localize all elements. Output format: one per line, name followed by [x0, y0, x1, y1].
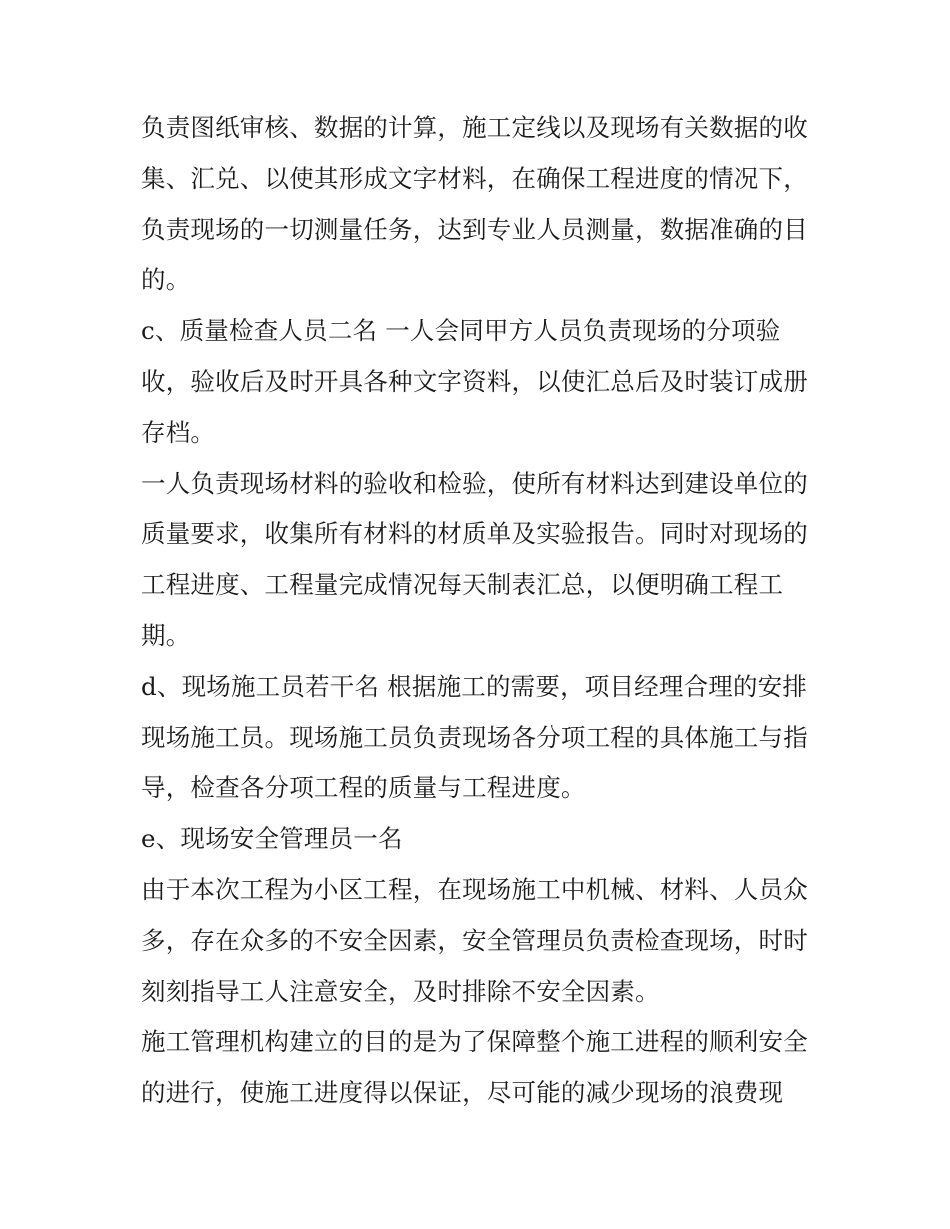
text-line: 导，检查各分项工程的质量与工程进度。	[141, 773, 586, 803]
text-line: 质量要求，收集所有材料的材质单及实验报告。同时对现场的	[141, 519, 808, 549]
document-body	[141, 103, 821, 1119]
text-line: 刻刻指导工人注意安全，及时排除不安全因素。	[141, 976, 660, 1006]
text-line: 施工管理机构建立的目的是为了保障整个施工进程的顺利安全	[141, 1027, 808, 1057]
text-line: 的进行，使施工进度得以保证，尽可能的减少现场的浪费现	[141, 1078, 784, 1108]
text-line: 现场施工员。现场施工员负责现场各分项工程的具体施工与指	[141, 722, 808, 752]
text-line: 负责现场的一切测量任务，达到专业人员测量，数据准确的目	[141, 214, 808, 244]
text-line: 的。	[141, 265, 191, 295]
text-line: 一人负责现场材料的验收和检验，使所有材料达到建设单位的	[141, 468, 808, 498]
text-line: 存档。	[141, 417, 216, 447]
text-line: 负责图纸审核、数据的计算，施工定线以及现场有关数据的收	[141, 113, 808, 142]
text-line: e、现场安全管理员一名	[141, 824, 403, 854]
text-line: 收，验收后及时开具各种文字资料，以使汇总后及时装订成册	[141, 366, 808, 396]
text-line: c、质量检查人员二名 一人会同甲方人员负责现场的分项验	[141, 316, 781, 346]
text-line: d、现场施工员若干名 根据施工的需要，项目经理合理的安排	[141, 671, 808, 701]
text-line: 工程进度、工程量完成情况每天制表汇总，以便明确工程工	[141, 570, 784, 600]
text-line: 期。	[141, 620, 191, 650]
text-line: 由于本次工程为小区工程，在现场施工中机械、材料、人员众	[141, 874, 808, 904]
text-line: 集、汇兑、以使其形成文字材料，在确保工程进度的情况下，	[141, 163, 808, 193]
text-line: 多，存在众多的不安全因素，安全管理员负责检查现场，时时	[141, 925, 808, 955]
